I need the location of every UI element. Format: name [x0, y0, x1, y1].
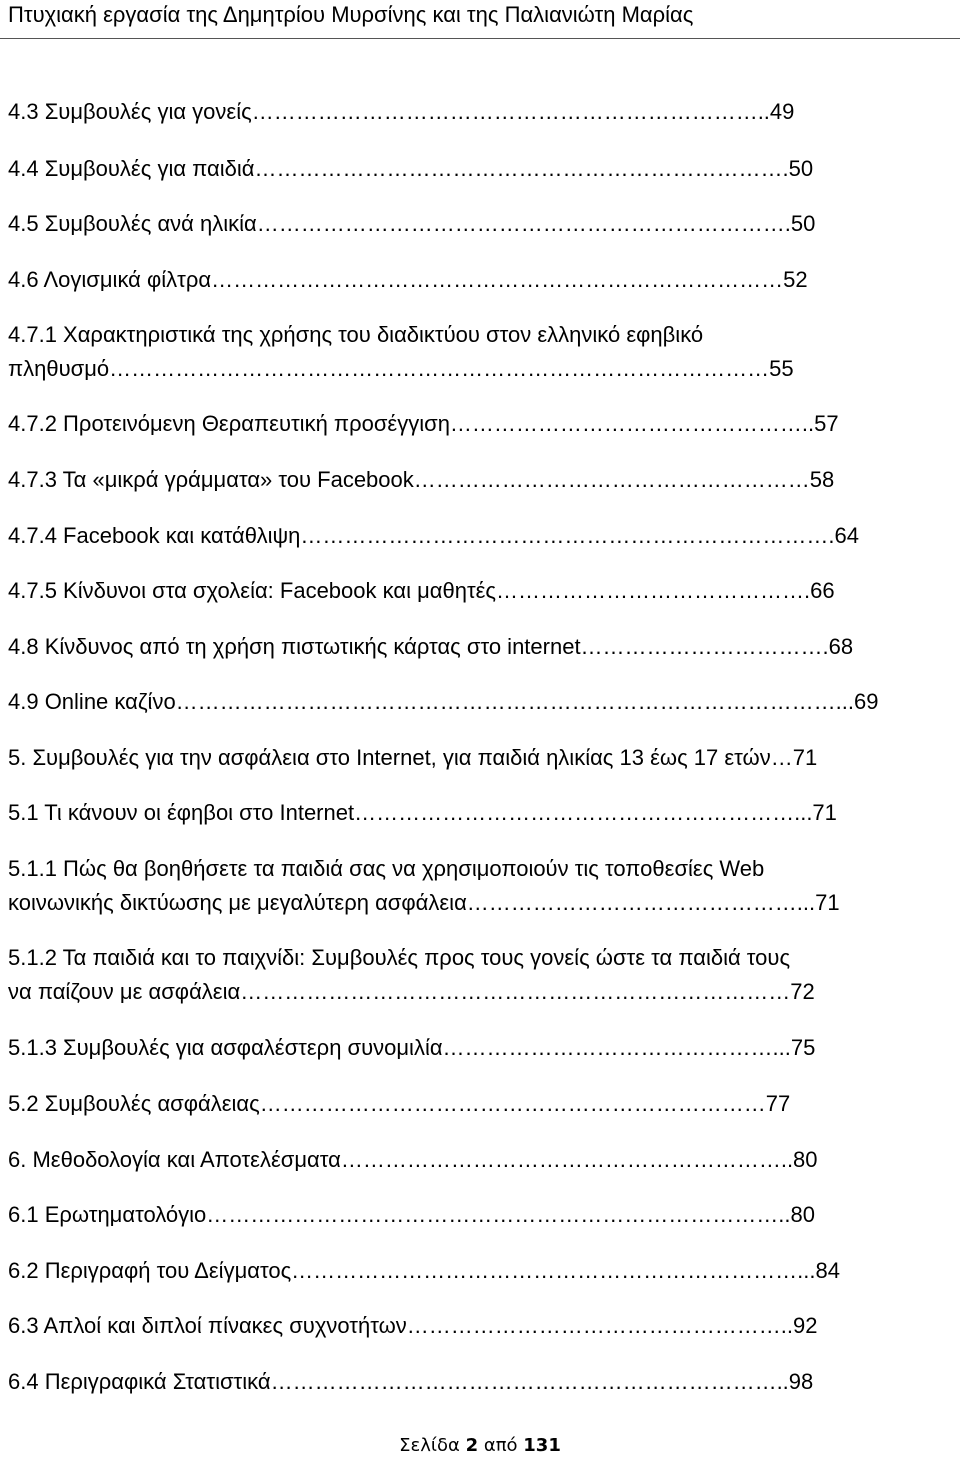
toc-entry: πληθυσμό………………………………………………………………………………55 — [8, 357, 794, 381]
toc-entry: 5.1.2 Τα παιδιά και το παιχνίδι: Συμβουλές προς τους γονείς ώστε τα παιδιά τους — [8, 946, 791, 970]
toc-entry: να παίζουν με ασφάλεια…………………………………………………………………72 — [8, 980, 815, 1004]
toc-entry: 4.9 Online καζίνο………………………………………………………………………………...69 — [8, 690, 879, 714]
toc-entry: 4.7.3 Τα «μικρά γράμματα» του Facebook………………………………………………58 — [8, 468, 835, 492]
toc-entry: 4.7.1 Χαρακτηριστικά της χρήσης του διαδικτύου στον ελληνικό εφηβικό — [8, 323, 704, 347]
page-footer — [0, 1436, 960, 1456]
toc-entry: 6.1 Ερωτηματολόγιο……………………………………………………………………..80 — [8, 1203, 815, 1227]
footer-total-pages: 131 — [523, 1435, 561, 1456]
toc-entry: 4.8 Κίνδυνος από τη χρήση πιστωτικής κάρτας στο internet…………………………….68 — [8, 635, 854, 659]
toc-entry: 4.5 Συμβουλές ανά ηλικία……………………………………………………………….50 — [8, 212, 816, 236]
toc-entry: 6. Μεθοδολογία και Αποτελέσματα……………………………………………………..80 — [8, 1148, 818, 1172]
toc-entry: 6.4 Περιγραφικά Στατιστικά……………………………………………………………..98 — [8, 1370, 814, 1394]
toc-entry: 5.1 Τι κάνουν οι έφηβοι στο Internet……………………………………………………...71 — [8, 801, 837, 825]
toc-entry: 6.3 Απλοί και διπλοί πίνακες συχνοτήτων……………………………………………..92 — [8, 1314, 818, 1338]
footer-middle: από — [478, 1435, 524, 1456]
toc-entry: 4.7.5 Κίνδυνοι στα σχολεία: Facebook και μαθητές…………………………………….66 — [8, 579, 835, 603]
toc-entry: 4.7.4 Facebook και κατάθλιψη……………………………………………………………….64 — [8, 524, 859, 548]
toc-entry: 4.7.2 Προτεινόμενη Θεραπευτική προσέγγιση…………………………………………..57 — [8, 412, 839, 436]
footer-prefix: Σελίδα — [399, 1435, 466, 1456]
toc-entry: 4.4 Συμβουλές για παιδιά……………………………………………………………….50 — [8, 157, 814, 181]
toc-entry: 5.2 Συμβουλές ασφάλειας……………………………………………………………77 — [8, 1092, 791, 1116]
footer-page-number: 2 — [465, 1435, 479, 1456]
page-header-title: Πτυχιακή εργασία της Δημητρίου Μυρσίνης και της Παλιανιώτη Μαρίας — [8, 2, 694, 27]
toc-entry: 4.6 Λογισμικά φίλτρα……………………………………………………………………52 — [8, 268, 808, 292]
toc-entry: κοινωνικής δικτύωσης με μεγαλύτερη ασφάλεια………………………………………...71 — [8, 891, 840, 915]
toc-entry: 5.1.3 Συμβουλές για ασφαλέστερη συνομιλία………………………………………...75 — [8, 1036, 816, 1060]
toc-entry: 5.1.1 Πώς θα βοηθήσετε τα παιδιά σας να χρησιμοποιούν τις τοποθεσίες Web — [8, 857, 765, 881]
toc-entry: 4.3 Συμβουλές για γονείς……………………………………………………………..49 — [8, 100, 795, 124]
toc-entry: 5. Συμβουλές για την ασφάλεια στο Internet, για παιδιά ηλικίας 13 έως 17 ετών…71 — [8, 746, 818, 770]
header-divider — [0, 38, 960, 39]
toc-entry: 6.2 Περιγραφή του Δείγματος……………………………………………………………...84 — [8, 1259, 840, 1283]
